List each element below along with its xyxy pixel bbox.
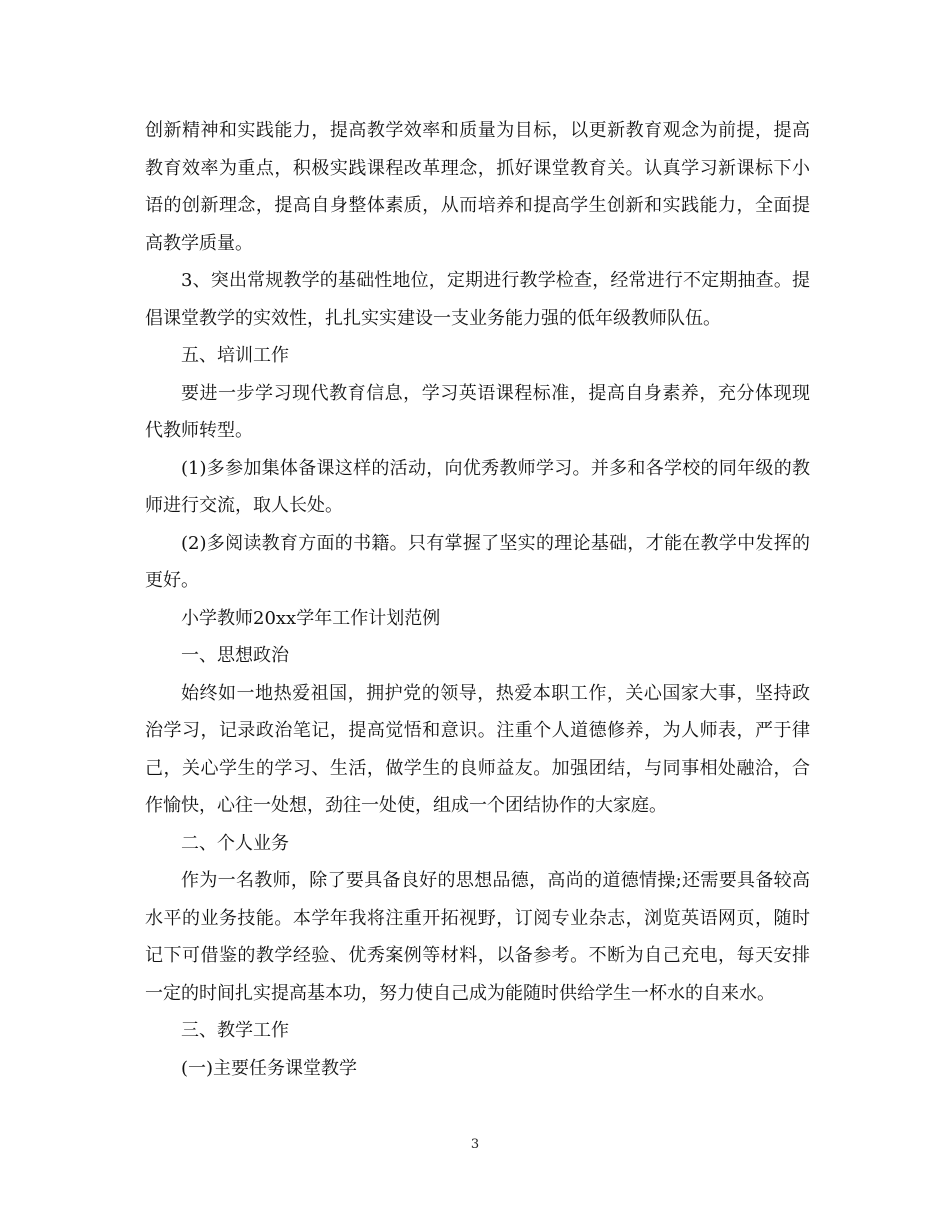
paragraph-item-3: 3、突出常规教学的基础性地位，定期进行教学检查，经常进行不定期抽查。提倡课堂教学的实效性，扎扎实实建设一支业务能力强的低年级教师队伍。 xyxy=(145,270,810,329)
paragraph-politics: 始终如一地热爱祖国，拥护党的领导，热爱本职工作，关心国家大事，坚持政治学习，记录政治笔记，提高觉悟和意识。注重个人道德修养，为人师表，严于律己，关心学生的学习、生活，做学生的良师益友。加强团结，与同事相处融洽，合作愉快，心往一处想，劲往一处使，组成一个团结协作的大家庭。 xyxy=(145,682,810,816)
page-number: 3 xyxy=(470,1137,480,1152)
document-subtitle: 小学教师20xx学年工作计划范例 xyxy=(181,607,441,629)
paragraph-continuation: 创新精神和实践能力，提高教学效率和质量为目标，以更新教育观念为前提，提高教育效率为重点，积极实践课程改革理念，抓好课堂教育关。认真学习新课标下小语的创新理念，提高自身整体素质，从而培养和提高学生创新和实践能力，全面提高教学质量。 xyxy=(145,120,810,254)
paragraph-training-item-2: (2)多阅读教育方面的书籍。只有掌握了坚实的理论基础，才能在教学中发挥的更好。 xyxy=(145,532,810,591)
subheading-main-task: (一)主要任务课堂教学 xyxy=(181,1057,358,1079)
document-body xyxy=(145,112,810,1087)
section-heading-personal: 二、个人业务 xyxy=(181,832,289,854)
section-heading-politics: 一、思想政治 xyxy=(181,645,289,666)
paragraph-personal: 作为一名教师，除了要具备良好的思想品德，高尚的道德情操;还需要具备较高水平的业务技能。本学年我将注重开拓视野，订阅专业杂志，浏览英语网页，随时记下可借鉴的教学经验、优秀案例等材料，以备参考。不断为自己充电，每天安排一定的时间扎实提高基本功，努力使自己成为能随时供给学生一杯水的自来水。 xyxy=(145,870,810,1004)
section-heading-training: 五、培训工作 xyxy=(181,345,289,366)
section-heading-teaching: 三、教学工作 xyxy=(181,1020,289,1041)
paragraph-training-item-1: (1)多参加集体备课这样的活动，向优秀教师学习。并多和各学校的同年级的教师进行交流，取人长处。 xyxy=(145,457,810,516)
paragraph-training-intro: 要进一步学习现代教育信息，学习英语课程标准，提高自身素养，充分体现现代教师转型。 xyxy=(145,382,810,441)
